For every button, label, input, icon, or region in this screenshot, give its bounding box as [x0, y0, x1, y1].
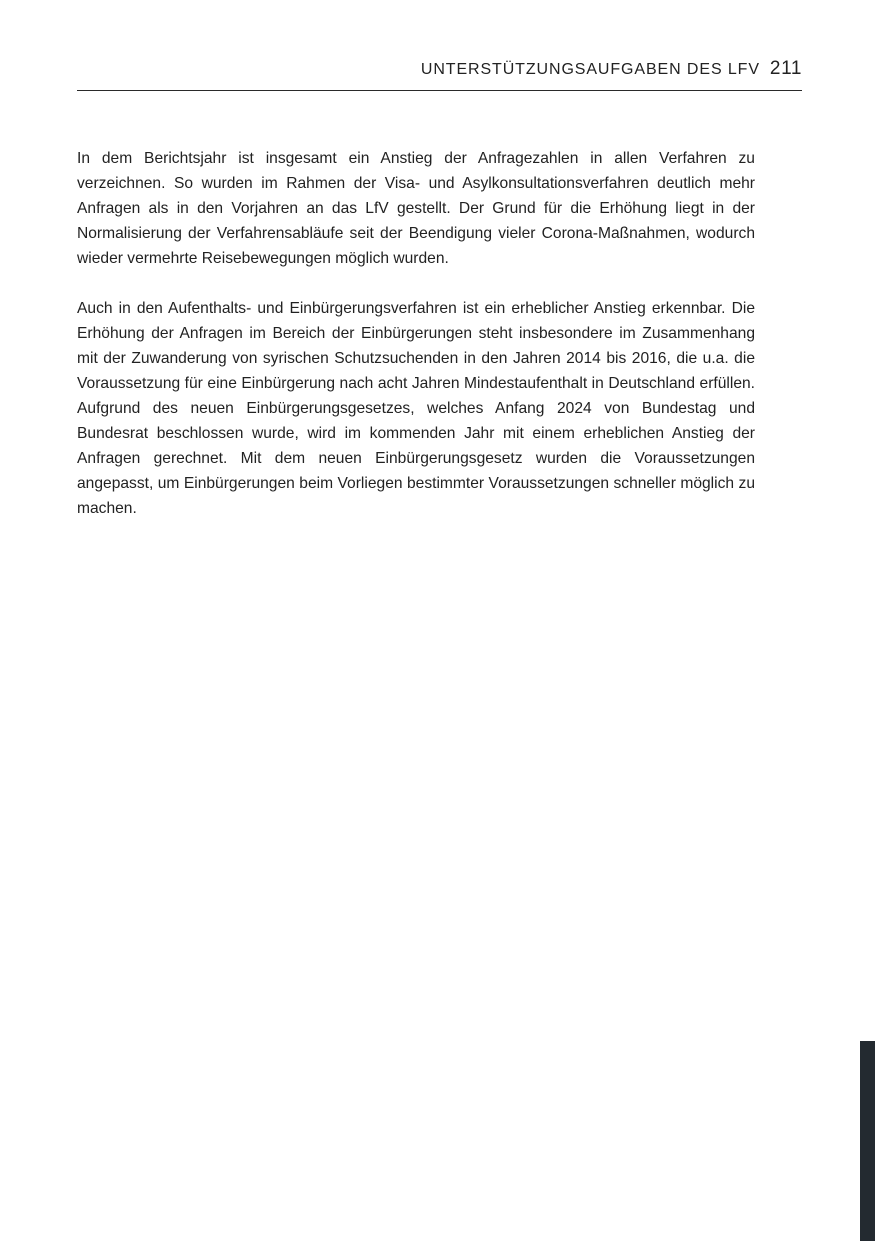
- paragraph-1: In dem Berichtsjahr ist insgesamt ein Anstieg der Anfragezahlen in allen Verfahren zu verzeichnen. So wurden im Rahmen der Visa- und Asylkonsultationsverfahren deutlich mehr Anfragen als in den Vorjahren an das LfV gestellt. Der Grund für die Erhöhung liegt in der Normalisierung der Verfahrensabläufe seit der Beendigung vieler Corona-Maßnahmen, wodurch wieder vermehrte Reisebewegungen möglich wurden.: [77, 150, 755, 267]
- body-text: [77, 146, 755, 546]
- page-number: 211: [769, 58, 802, 79]
- section-title: UNTERSTÜTZUNGSAUFGABEN DES LFV: [420, 61, 760, 78]
- header-content: [421, 58, 802, 80]
- chapter-thumb-tab: [860, 1041, 875, 1241]
- running-header: [77, 56, 802, 91]
- paragraph-2: Auch in den Aufenthalts- und Einbürgerungsverfahren ist ein erheblicher Anstieg erkennbar. Die Erhöhung der Anfragen im Bereich der Einbürgerungen steht insbesondere im Zusammenhang mit der Zuwanderung von syrischen Schutzsuchenden in den Jahren 2014 bis 2016, die u.a. die Voraussetzung für eine Einbürgerung nach acht Jahren Mindestaufenthalt in Deutschland erfüllen. Aufgrund des neuen Einbürgerungsgesetzes, welches Anfang 2024 von Bundestag und Bundesrat beschlossen wurde, wird im kommenden Jahr mit einem erheblichen Anstieg der Anfragen gerechnet. Mit dem neuen Einbürgerungsgesetz wurden die Voraussetzungen angepasst, um Einbürgerungen beim Vorliegen bestimmter Voraussetzungen schneller möglich zu machen.: [77, 300, 755, 517]
